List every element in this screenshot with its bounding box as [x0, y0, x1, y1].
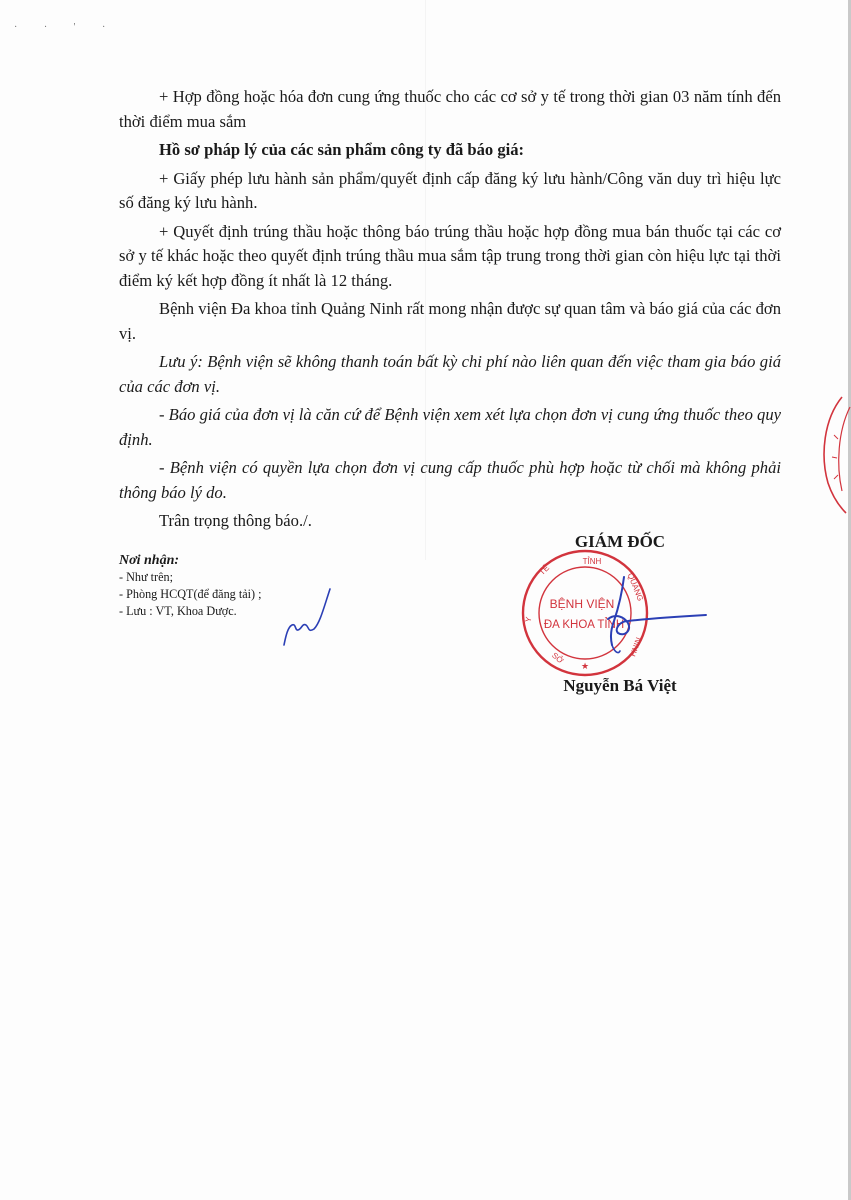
paragraph-note-cost: Lưu ý: Bệnh viện sẽ không thanh toán bất kỳ chi phí nào liên quan đến việc tham gia báo giá của các đơn vị.: [119, 352, 781, 396]
paragraph-supply-contracts: + Hợp đồng hoặc hóa đơn cung ứng thuốc cho các cơ sở y tế trong thời gian 03 năm tính đến thời điểm mua sắm: [119, 87, 781, 131]
stamp-text: BỆNH VIỆN: [549, 597, 615, 611]
stamp-text: NINH: [627, 636, 643, 658]
paragraph-award-decision: + Quyết định trúng thầu hoặc thông báo trúng thầu hoặc hợp đồng mua bán thuốc tại các cơ sở y tế khác hoặc theo quyết định trúng thầu mua sắm tập trung trong thời gian còn hiệu lực tại thời điểm ký kết hợp đồng ít nhất là 12 tháng.: [119, 221, 781, 290]
paragraph-license: + Giấy phép lưu hành sản phẩm/quyết định cấp đăng ký lưu hành/Công văn duy trì hiệu lực số đăng ký lưu hành.: [119, 168, 781, 212]
recipient-item: - Lưu : VT, Khoa Dược.: [119, 604, 237, 618]
stamp-text: Y: [523, 616, 534, 623]
recipient-item: - Như trên;: [119, 570, 173, 584]
stamp-text: TỈNH: [582, 557, 602, 566]
stamp-star: ★: [580, 662, 590, 672]
stamp-text: QUẢNG: [625, 571, 645, 603]
paragraph-closing: Trân trọng thông báo./.: [159, 511, 312, 530]
director-name: Nguyễn Bá Việt: [563, 676, 677, 695]
director-title: GIÁM ĐỐC: [574, 532, 666, 551]
document-body: [119, 85, 781, 534]
paragraph-note-basis: - Báo giá của đơn vị là căn cứ để Bệnh viện xem xét lựa chọn đơn vị cung ứng thuốc theo quy định.: [119, 405, 781, 449]
recipients-heading: Nơi nhận:: [119, 553, 180, 568]
paragraph-note-rights: - Bệnh viện có quyền lựa chọn đơn vị cung cấp thuốc phù hợp hoặc từ chối mà không phải thông báo lý do.: [119, 458, 781, 502]
stamp-text: SỞ: [550, 650, 566, 666]
initials-mark: [262, 585, 332, 647]
margin-seal-fragment: [812, 395, 851, 515]
recipient-item: - Phòng HCQT(để đăng tải) ;: [119, 587, 262, 601]
stamp-text: ĐA KHOA TỈNH: [543, 619, 625, 631]
paragraph-legal-docs-heading: Hồ sơ pháp lý của các sản phẩm công ty đã báo giá:: [159, 140, 525, 159]
stamp-text: TẾ: [537, 563, 552, 578]
scan-specks: · · ' ·: [14, 22, 118, 33]
paragraph-request: Bệnh viện Đa khoa tỉnh Quảng Ninh rất mong nhận được sự quan tâm và báo giá của các đơn vị.: [119, 299, 781, 343]
handwritten-signature: [598, 575, 710, 657]
